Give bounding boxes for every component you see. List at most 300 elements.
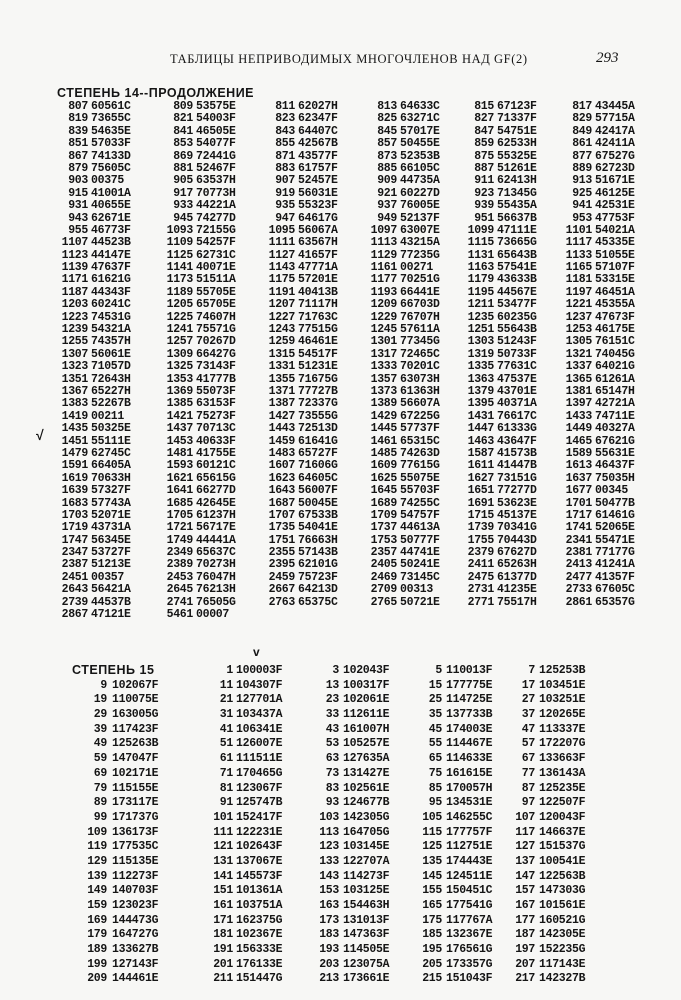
exponent-cell: 2411 xyxy=(467,558,494,572)
polynomial-cell: 46451A xyxy=(595,285,635,299)
exponent-cell: 1397 xyxy=(565,397,592,411)
polynomial-cell: 65227H xyxy=(91,384,131,398)
exponent-cell: 1245 xyxy=(370,323,397,337)
polynomial-cell: 152417F xyxy=(236,810,283,824)
polynomial-cell: 127635A xyxy=(343,752,390,766)
exponent-cell: 1337 xyxy=(565,360,592,374)
polynomial-cell: 117767A xyxy=(446,913,493,927)
exponent-cell: 809 xyxy=(173,100,193,113)
exponent-cell: 207 xyxy=(515,957,535,971)
polynomial-cell: 102643F xyxy=(236,840,283,854)
polynomial-cell: 00007 xyxy=(196,608,230,622)
exponent-cell: 1451 xyxy=(61,434,88,448)
exponent-cell: 43 xyxy=(325,722,339,736)
exponent-cell: 1419 xyxy=(61,409,88,423)
polynomial-cell: 66441E xyxy=(400,285,440,299)
exponent-cell: 1589 xyxy=(565,446,592,460)
exponent-cell: 1479 xyxy=(61,446,88,460)
exponent-cell: 5461 xyxy=(166,608,193,622)
exponent-cell: 21 xyxy=(219,693,233,707)
polynomial-cell: 63537H xyxy=(196,174,236,188)
exponent-cell: 2387 xyxy=(61,558,88,572)
exponent-cell: 1123 xyxy=(61,248,88,262)
polynomial-cell: 54041E xyxy=(298,521,338,535)
exponent-cell: 2477 xyxy=(565,570,592,584)
exponent-cell: 847 xyxy=(474,124,494,138)
polynomial-cell: 65615G xyxy=(196,471,236,485)
polynomial-cell: 44735A xyxy=(400,174,440,188)
polynomial-cell: 71345G xyxy=(497,186,537,200)
polynomial-cell: 41447B xyxy=(497,459,537,473)
polynomial-cell: 40633F xyxy=(196,434,236,448)
polynomial-cell: 56067A xyxy=(298,223,338,237)
polynomial-cell: 122231E xyxy=(236,825,283,839)
polynomial-cell: 70201C xyxy=(400,360,440,374)
polynomial-cell: 60121C xyxy=(196,459,236,473)
exponent-cell: 2643 xyxy=(61,583,88,597)
exponent-cell: 873 xyxy=(377,149,397,163)
exponent-cell: 135 xyxy=(422,854,442,868)
exponent-cell: 889 xyxy=(572,161,592,175)
polynomial-cell: 54021A xyxy=(595,223,635,237)
table-row xyxy=(62,782,662,797)
exponent-cell: 103 xyxy=(319,810,339,824)
exponent-cell: 885 xyxy=(377,161,397,175)
exponent-cell: 2357 xyxy=(370,546,397,560)
exponent-cell: 1109 xyxy=(166,236,193,250)
exponent-cell: 1383 xyxy=(61,397,88,411)
exponent-cell: 1357 xyxy=(370,372,397,386)
section-1-title: СТЕПЕНЬ 14--ПРОДОЛЖЕНИЕ xyxy=(57,86,255,100)
exponent-cell: 939 xyxy=(474,199,494,213)
polynomial-cell: 56717E xyxy=(196,521,236,535)
polynomial-cell: 51055E xyxy=(595,248,635,262)
polynomial-cell: 125263B xyxy=(112,737,159,751)
polynomial-cell: 77235G xyxy=(400,248,440,262)
exponent-cell: 1243 xyxy=(268,323,295,337)
polynomial-cell: 72513D xyxy=(298,422,338,436)
table-row xyxy=(62,274,662,286)
exponent-cell: 209 xyxy=(87,972,107,986)
polynomial-cell: 62731C xyxy=(196,248,236,262)
exponent-cell: 871 xyxy=(275,149,295,163)
exponent-cell: 861 xyxy=(572,137,592,151)
polynomial-cell: 41573B xyxy=(497,446,537,460)
exponent-cell: 1255 xyxy=(61,335,88,349)
polynomial-cell: 102067F xyxy=(112,678,159,692)
exponent-cell: 1193 xyxy=(370,285,397,299)
polynomial-cell: 45355A xyxy=(595,298,635,312)
polynomial-cell: 41235E xyxy=(497,583,537,597)
polynomial-cell: 55325E xyxy=(497,149,537,163)
polynomial-cell: 127701A xyxy=(236,693,283,707)
exponent-cell: 1387 xyxy=(268,397,295,411)
polynomial-cell: 151447G xyxy=(236,972,283,986)
exponent-cell: 181 xyxy=(213,928,233,942)
exponent-cell: 1625 xyxy=(370,471,397,485)
exponent-cell: 183 xyxy=(319,928,339,942)
table-row xyxy=(62,522,662,534)
polynomial-cell: 102367E xyxy=(236,928,283,942)
polynomial-cell: 65727F xyxy=(298,446,338,460)
polynomial-cell: 114725E xyxy=(446,693,493,707)
polynomial-cell: 53575E xyxy=(196,100,236,113)
polynomial-cell: 52071E xyxy=(91,508,131,522)
polynomial-cell: 47111E xyxy=(497,223,537,237)
polynomial-cell: 67605C xyxy=(595,583,635,597)
polynomial-cell: 73145C xyxy=(400,570,440,584)
polynomial-cell: 74045G xyxy=(595,347,635,361)
polynomial-cell: 51243F xyxy=(497,335,537,349)
polynomial-cell: 103751A xyxy=(236,899,283,912)
exponent-cell: 121 xyxy=(213,840,233,854)
exponent-cell: 1437 xyxy=(166,422,193,436)
exponent-cell: 93 xyxy=(325,796,339,810)
polynomial-cell: 74263D xyxy=(400,446,440,460)
polynomial-cell: 54003F xyxy=(196,112,236,126)
exponent-cell: 41 xyxy=(219,722,233,736)
exponent-cell: 851 xyxy=(68,137,88,151)
polynomial-cell: 55631E xyxy=(595,446,635,460)
exponent-cell: 933 xyxy=(173,199,193,213)
exponent-cell: 1351 xyxy=(61,372,88,386)
exponent-cell: 1197 xyxy=(565,285,592,299)
exponent-cell: 1619 xyxy=(61,471,88,485)
polynomial-cell: 44147E xyxy=(91,248,131,262)
polynomial-cell: 106341E xyxy=(236,722,283,736)
exponent-cell: 151 xyxy=(213,884,233,898)
exponent-cell: 1305 xyxy=(565,335,592,349)
exponent-cell: 35 xyxy=(428,708,442,722)
table-row xyxy=(62,113,662,125)
exponent-cell: 849 xyxy=(572,124,592,138)
exponent-cell: 85 xyxy=(428,781,442,795)
exponent-cell: 807 xyxy=(68,100,88,113)
exponent-cell: 1717 xyxy=(565,508,592,522)
exponent-cell: 1309 xyxy=(166,347,193,361)
polynomial-cell: 75723F xyxy=(298,570,338,584)
exponent-cell: 1111 xyxy=(268,236,295,250)
exponent-cell: 877 xyxy=(572,149,592,163)
polynomial-cell: 43647F xyxy=(497,434,537,448)
table-row xyxy=(62,679,662,694)
polynomial-cell: 42645E xyxy=(196,496,236,510)
polynomial-cell: 67527G xyxy=(595,149,635,163)
polynomial-cell: 45137E xyxy=(497,508,537,522)
polynomial-cell: 57541E xyxy=(497,261,537,275)
polynomial-cell: 46437F xyxy=(595,459,635,473)
polynomial-cell: 77727B xyxy=(298,384,338,398)
exponent-cell: 2861 xyxy=(565,595,592,609)
exponent-cell: 45 xyxy=(428,722,442,736)
polynomial-cell: 52267B xyxy=(91,397,131,411)
exponent-cell: 955 xyxy=(68,223,88,237)
polynomial-cell: 70273H xyxy=(196,558,236,572)
exponent-cell: 171 xyxy=(213,913,233,927)
exponent-cell: 19 xyxy=(93,693,107,707)
polynomial-cell: 70267D xyxy=(196,335,236,349)
polynomial-cell: 40327A xyxy=(595,422,635,436)
exponent-cell: 925 xyxy=(572,186,592,200)
exponent-cell: 1189 xyxy=(166,285,193,299)
polynomial-cell: 173357G xyxy=(446,957,493,971)
exponent-cell: 1623 xyxy=(268,471,295,485)
exponent-cell: 1709 xyxy=(370,508,397,522)
check-mark-icon: √ xyxy=(36,427,44,443)
exponent-cell: 125 xyxy=(422,840,442,854)
polynomial-cell: 174003E xyxy=(446,722,493,736)
polynomial-cell: 131013F xyxy=(343,913,390,927)
polynomial-cell: 71675G xyxy=(298,372,338,386)
polynomial-cell: 00345 xyxy=(595,484,629,498)
polynomial-cell: 133627B xyxy=(112,943,159,957)
polynomial-cell: 47537E xyxy=(497,372,537,386)
polynomial-cell: 70773H xyxy=(196,186,236,200)
exponent-cell: 143 xyxy=(319,869,339,883)
exponent-cell: 167 xyxy=(515,899,535,912)
exponent-cell: 1229 xyxy=(370,310,397,324)
exponent-cell: 1225 xyxy=(166,310,193,324)
polynomial-cell: 57611A xyxy=(400,323,440,337)
exponent-cell: 1591 xyxy=(61,459,88,473)
exponent-cell: 1187 xyxy=(61,285,88,299)
exponent-cell: 1209 xyxy=(370,298,397,312)
polynomial-cell: 177775E xyxy=(446,678,493,692)
polynomial-cell: 47121E xyxy=(91,608,131,622)
polynomial-cell: 137733B xyxy=(446,708,493,722)
exponent-cell: 1645 xyxy=(370,484,397,498)
polynomial-cell: 160521G xyxy=(539,913,586,927)
polynomial-cell: 136143A xyxy=(539,766,586,780)
exponent-cell: 1165 xyxy=(565,261,592,275)
exponent-cell: 1721 xyxy=(166,521,193,535)
exponent-cell: 1677 xyxy=(565,484,592,498)
exponent-cell: 13 xyxy=(325,678,339,692)
polynomial-cell: 70341G xyxy=(497,521,537,535)
exponent-cell: 1133 xyxy=(565,248,592,262)
polynomial-cell: 103451E xyxy=(539,678,586,692)
exponent-cell: 1621 xyxy=(166,471,193,485)
exponent-cell: 179 xyxy=(87,928,107,942)
polynomial-cell: 53727F xyxy=(91,546,131,560)
exponent-cell: 201 xyxy=(213,957,233,971)
polynomial-cell: 66427G xyxy=(196,347,236,361)
polynomial-cell: 40655E xyxy=(91,199,131,213)
exponent-cell: 1747 xyxy=(61,533,88,547)
table-row xyxy=(62,200,662,212)
polynomial-cell: 72441G xyxy=(196,149,236,163)
exponent-cell: 27 xyxy=(521,693,535,707)
polynomial-cell: 74255C xyxy=(400,496,440,510)
polynomial-cell: 76151C xyxy=(595,335,635,349)
polynomial-cell: 71337F xyxy=(497,112,537,126)
polynomial-cell: 114505E xyxy=(343,943,390,957)
polynomial-cell: 147047F xyxy=(112,752,159,766)
table-row xyxy=(62,884,662,899)
polynomial-cell: 50241E xyxy=(400,558,440,572)
exponent-cell: 875 xyxy=(474,149,494,163)
exponent-cell: 191 xyxy=(213,943,233,957)
exponent-cell: 905 xyxy=(173,174,193,188)
exponent-cell: 1207 xyxy=(268,298,295,312)
exponent-cell: 2765 xyxy=(370,595,397,609)
exponent-cell: 1117 xyxy=(565,236,592,250)
polynomial-cell: 42411A xyxy=(595,137,635,151)
exponent-cell: 215 xyxy=(422,972,442,986)
polynomial-cell: 00271 xyxy=(400,261,434,275)
polynomial-cell: 57033F xyxy=(91,137,131,151)
exponent-cell: 1171 xyxy=(61,273,88,287)
exponent-cell: 127 xyxy=(515,840,535,854)
polynomial-cell: 146637E xyxy=(539,825,586,839)
exponent-cell: 819 xyxy=(68,112,88,126)
polynomial-cell: 102171E xyxy=(112,766,159,780)
polynomial-cell: 45335E xyxy=(595,236,635,250)
exponent-cell: 1637 xyxy=(565,471,592,485)
exponent-cell: 1129 xyxy=(370,248,397,262)
table-row xyxy=(62,485,662,497)
exponent-cell: 1131 xyxy=(467,248,494,262)
polynomial-cell: 140703F xyxy=(112,884,159,898)
exponent-cell: 197 xyxy=(515,943,535,957)
polynomial-cell: 100003F xyxy=(236,664,283,677)
polynomial-cell: 151043F xyxy=(446,972,493,986)
polynomial-cell: 41357F xyxy=(595,570,635,584)
polynomial-cell: 66405A xyxy=(91,459,131,473)
exponent-cell: 5 xyxy=(435,664,442,677)
polynomial-cell: 114633E xyxy=(446,752,493,766)
exponent-cell: 15 xyxy=(428,678,442,692)
polynomial-cell: 50777F xyxy=(400,533,440,547)
exponent-cell: 911 xyxy=(474,174,494,188)
exponent-cell: 17 xyxy=(521,678,535,692)
exponent-cell: 187 xyxy=(515,928,535,942)
polynomial-cell: 102061E xyxy=(343,693,390,707)
exponent-cell: 945 xyxy=(173,211,193,225)
exponent-cell: 113 xyxy=(319,825,339,839)
polynomial-cell: 113337E xyxy=(539,722,586,736)
exponent-cell: 2731 xyxy=(467,583,494,597)
polynomial-cell: 103125E xyxy=(343,884,390,898)
polynomial-cell: 75517H xyxy=(497,595,537,609)
exponent-cell: 131 xyxy=(213,854,233,868)
exponent-cell: 37 xyxy=(521,708,535,722)
polynomial-cell: 55111E xyxy=(91,434,131,448)
exponent-cell: 1389 xyxy=(370,397,397,411)
table-row xyxy=(62,914,662,929)
exponent-cell: 1139 xyxy=(61,261,88,275)
exponent-cell: 2451 xyxy=(61,570,88,584)
exponent-cell: 1093 xyxy=(166,223,193,237)
polynomial-cell: 43445A xyxy=(595,100,635,113)
polynomial-cell: 74277D xyxy=(196,211,236,225)
exponent-cell: 1643 xyxy=(268,484,295,498)
exponent-cell: 935 xyxy=(275,199,295,213)
polynomial-cell: 62723D xyxy=(595,161,635,175)
exponent-cell: 1353 xyxy=(166,372,193,386)
polynomial-cell: 55643B xyxy=(497,323,537,337)
exponent-cell: 1651 xyxy=(467,484,494,498)
polynomial-cell: 73655C xyxy=(91,112,131,126)
polynomial-cell: 177541G xyxy=(446,899,493,912)
exponent-cell: 115 xyxy=(422,825,442,839)
degree-14-table xyxy=(62,101,662,621)
exponent-cell: 1749 xyxy=(166,533,193,547)
polynomial-cell: 61461G xyxy=(595,508,635,522)
polynomial-cell: 173117E xyxy=(112,796,159,810)
polynomial-cell: 60235G xyxy=(497,310,537,324)
exponent-cell: 205 xyxy=(422,957,442,971)
polynomial-cell: 65357G xyxy=(595,595,635,609)
polynomial-cell: 46125E xyxy=(595,186,635,200)
exponent-cell: 1449 xyxy=(565,422,592,436)
exponent-cell: 1179 xyxy=(467,273,494,287)
exponent-cell: 195 xyxy=(422,943,442,957)
exponent-cell: 153 xyxy=(319,884,339,898)
exponent-cell: 217 xyxy=(515,972,535,986)
exponent-cell: 47 xyxy=(521,722,535,736)
polynomial-cell: 123075A xyxy=(343,957,390,971)
exponent-cell: 1691 xyxy=(467,496,494,510)
polynomial-cell: 74607H xyxy=(196,310,236,324)
polynomial-cell: 67225G xyxy=(400,409,440,423)
exponent-cell: 1385 xyxy=(166,397,193,411)
exponent-cell: 1331 xyxy=(268,360,295,374)
exponent-cell: 71 xyxy=(219,766,233,780)
page-header xyxy=(0,48,681,72)
polynomial-cell: 102561E xyxy=(343,781,390,795)
exponent-cell: 1611 xyxy=(467,459,494,473)
exponent-cell: 89 xyxy=(93,796,107,810)
polynomial-cell: 104307F xyxy=(236,678,283,692)
polynomial-cell: 55435A xyxy=(497,199,537,213)
polynomial-cell: 47771A xyxy=(298,261,338,275)
exponent-cell: 1325 xyxy=(166,360,193,374)
exponent-cell: 185 xyxy=(422,928,442,942)
exponent-cell: 1683 xyxy=(61,496,88,510)
exponent-cell: 1689 xyxy=(370,496,397,510)
exponent-cell: 213 xyxy=(319,972,339,986)
polynomial-cell: 100317F xyxy=(343,678,390,692)
exponent-cell: 907 xyxy=(275,174,295,188)
exponent-cell: 1125 xyxy=(166,248,193,262)
exponent-cell: 1227 xyxy=(268,310,295,324)
table-row xyxy=(62,609,662,621)
polynomial-cell: 50721E xyxy=(400,595,440,609)
polynomial-cell: 54321A xyxy=(91,323,131,337)
polynomial-cell: 47753F xyxy=(595,211,635,225)
exponent-cell: 2771 xyxy=(467,595,494,609)
exponent-cell: 1587 xyxy=(467,446,494,460)
exponent-cell: 1483 xyxy=(268,446,295,460)
exponent-cell: 1257 xyxy=(166,335,193,349)
polynomial-cell: 41755E xyxy=(196,446,236,460)
table-row xyxy=(62,299,662,311)
exponent-cell: 1195 xyxy=(467,285,494,299)
polynomial-cell: 164727G xyxy=(112,928,159,942)
exponent-cell: 145 xyxy=(422,869,442,883)
table-row xyxy=(62,398,662,410)
table-row xyxy=(62,840,662,855)
exponent-cell: 161 xyxy=(213,899,233,912)
exponent-cell: 9 xyxy=(100,678,107,692)
polynomial-cell: 67123F xyxy=(497,100,537,113)
polynomial-cell: 145573F xyxy=(236,869,283,883)
polynomial-cell: 50455E xyxy=(400,137,440,151)
polynomial-cell: 62413H xyxy=(497,174,537,188)
polynomial-cell: 171737G xyxy=(112,810,159,824)
exponent-cell: 29 xyxy=(93,708,107,722)
